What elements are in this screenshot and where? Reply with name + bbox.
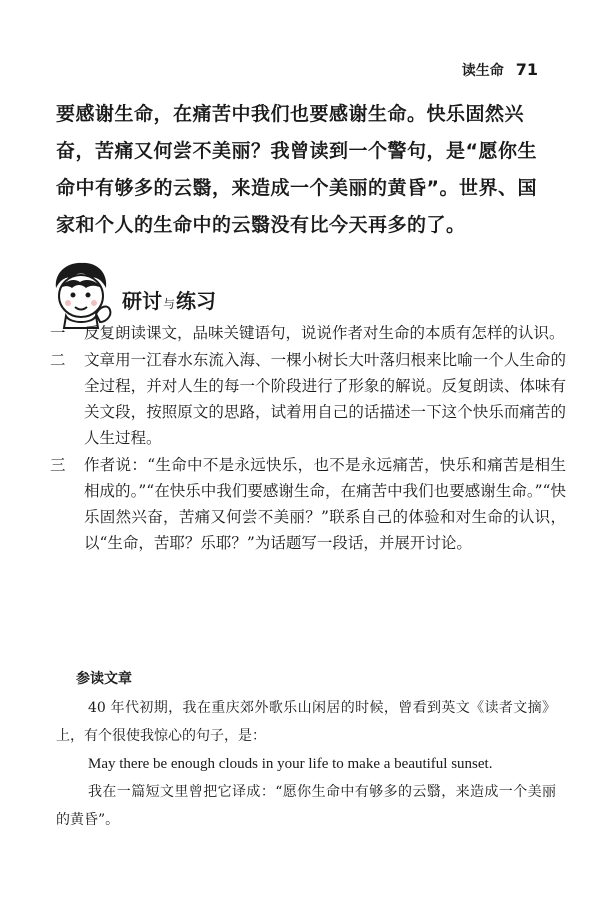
page-number: 71: [515, 60, 538, 79]
exercise-number: 一: [50, 324, 66, 342]
section-title-part1: 研讨: [122, 288, 162, 313]
exercise-number: 二: [50, 351, 66, 369]
section-title-connector: 与: [163, 296, 176, 311]
exercise-text: 反复朗读课文，品味关键语句，说说作者对生命的本质有怎样的认识。: [84, 324, 565, 342]
exercise-text: 作者说：“生命中不是永远快乐，也不是永远痛苦，快乐和痛苦是相生相成的。”“在快乐中我们要感谢生命，在痛苦中我们也要感谢生命。”“快乐固然兴奋，苦痛又何尝不美丽？”联系自己的体验和对生命的认识，以“生命，苦耶？乐耶？”为话题写一段话，并展开讨论。: [84, 456, 566, 552]
section-title-part2: 练习: [176, 288, 217, 313]
intro-paragraph: 要感谢生命，在痛苦中我们也要感谢生命。快乐固然兴奋，苦痛又何尝不美丽？我曾读到一个警句，是“愿你生命中有够多的云翳，来造成一个美丽的黄昏”。世界、国家和个人的生命中的云翳没有比今天再多的了。: [56, 103, 537, 236]
exercise-text: 文章用一江春水东流入海、一棵小树长大叶落归根来比喻一个人生命的全过程，并对人生的每一个阶段进行了形象的解说。反复朗读、体味有关文段，按照原文的思路，试着用自己的话描述一下这个快乐而痛苦的人生过程。: [84, 351, 566, 447]
reference-quote-english: May there be enough clouds in your life to make a beautiful sunset.: [88, 756, 493, 772]
running-header: [462, 60, 538, 80]
exercise-number: 三: [50, 456, 66, 474]
reference-title: 参读文章: [76, 671, 132, 687]
section-title: [122, 285, 216, 314]
reference-paragraph: 我在一篇短文里曾把它译成：“愿你生命中有够多的云翳，来造成一个美丽的黄昏”。: [56, 784, 556, 828]
reference-paragraph: 40 年代初期，我在重庆郊外歌乐山闲居的时候，曾看到英文《读者文摘》上，有个很使我惊心的句子，是：: [56, 700, 556, 744]
exercise-list: [50, 320, 566, 557]
exercise-item: [50, 452, 566, 556]
reference-article: [56, 694, 556, 834]
exercise-item: [50, 320, 566, 346]
running-header-title: 读生命: [461, 63, 504, 79]
exercise-item: [50, 347, 566, 451]
